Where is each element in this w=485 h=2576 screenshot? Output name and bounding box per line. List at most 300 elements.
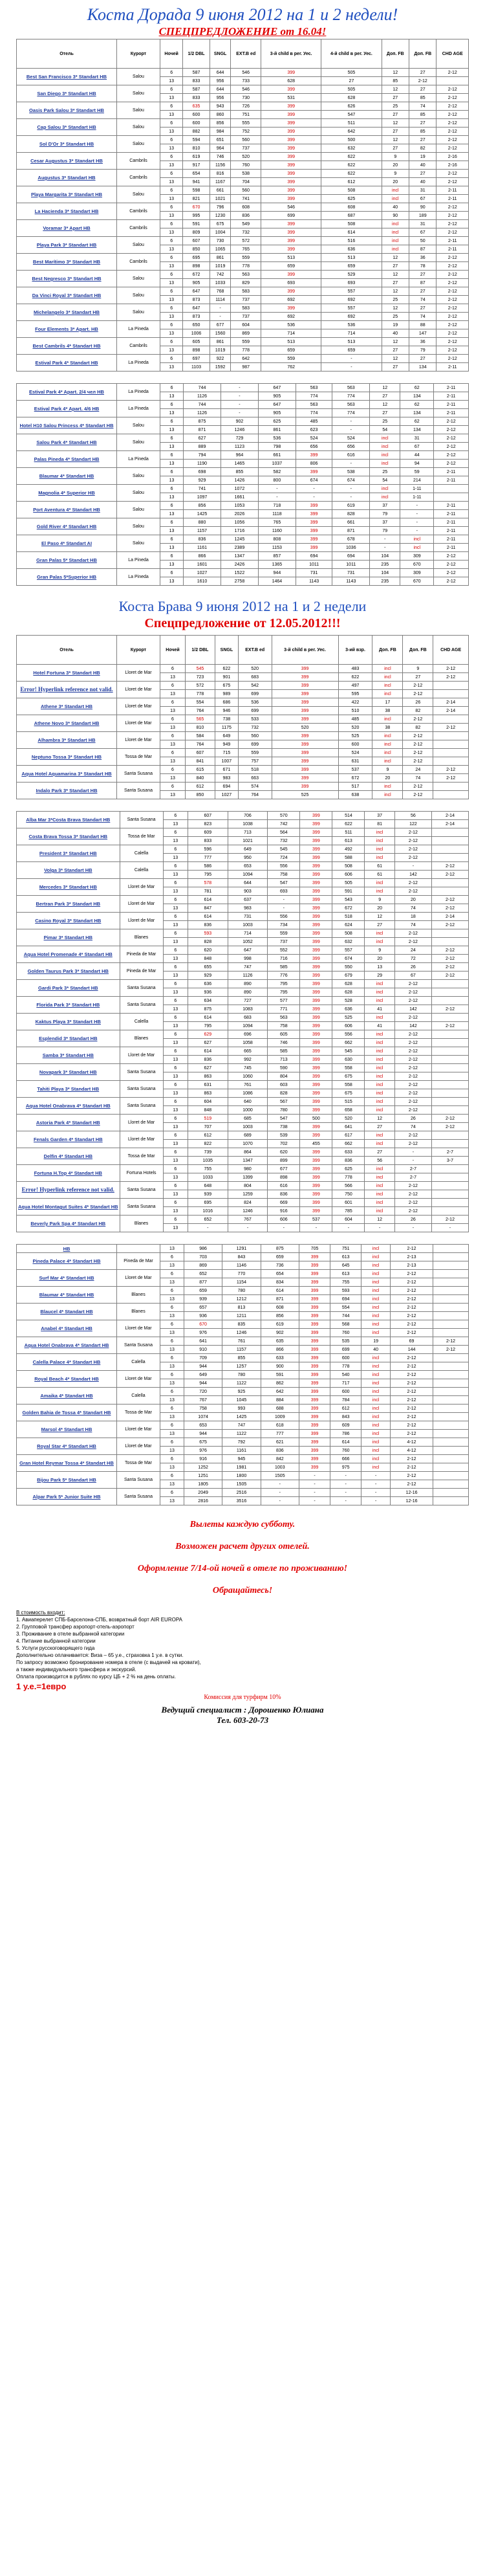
hotel-name-cell[interactable] (17, 170, 117, 186)
hotel-link[interactable]: Aqua Hotel Onabrava 4* Standart HB (25, 1103, 111, 1109)
hotel-link[interactable]: Error! Hyperlink reference not valid. (20, 686, 113, 693)
hotel-name-cell[interactable] (17, 749, 117, 766)
price-cell: 6 (160, 338, 183, 346)
hotel-link[interactable]: Fortuna H.Top 4* Standart HB (34, 1170, 102, 1176)
price-cell: 560 (231, 136, 261, 144)
hotel-link[interactable]: Voramar 3* Apart HB (43, 225, 91, 231)
hotel-link[interactable]: Estival Park 4* Apart. 2/4 чел HB (29, 389, 104, 395)
hotel-name-cell[interactable] (17, 1148, 120, 1165)
price-cell: 1019 (210, 262, 231, 271)
price-cell: 718 (258, 502, 296, 510)
hotel-name-cell[interactable] (17, 136, 117, 153)
hotel-name-cell[interactable] (17, 102, 117, 119)
hotel-link[interactable]: Neptuno Tossa 3* Standart HB (31, 754, 102, 760)
price-cell: 13 (163, 1039, 188, 1047)
hotel-name-cell[interactable] (17, 1371, 117, 1388)
hotel-link[interactable]: Bertran Park 3* Standart HB (36, 901, 101, 907)
price-cell: 636 (321, 245, 382, 254)
hotel-name-cell[interactable] (17, 783, 117, 799)
header-nights: Ночей (160, 39, 183, 69)
hotel-link[interactable]: Tahiti Playa 3* Standart HB (37, 1086, 100, 1092)
price-cell: 764 (186, 707, 215, 715)
costa-brava-price-table-3 (16, 1244, 469, 1505)
hotel-link[interactable]: Mercedes 3* Standart HB (39, 884, 97, 890)
table-gap (0, 372, 485, 383)
price-cell: 2-12 (436, 338, 469, 346)
price-cell: 399 (300, 997, 332, 1005)
price-cell: 1161 (222, 1447, 261, 1455)
price-cell: 565 (186, 715, 215, 724)
hotel-link[interactable]: La Hacienda 3* Standart HB (34, 208, 99, 214)
hotel-name-cell[interactable] (17, 698, 117, 715)
hotel-link[interactable]: Cesar Augustus 3* Standart HB (30, 158, 103, 164)
price-cell (433, 1245, 469, 1253)
hotel-name-cell[interactable] (17, 1320, 117, 1337)
table-row (17, 1199, 469, 1207)
hotel-link[interactable]: Bijou Park 5* Standart HB (37, 1477, 96, 1483)
price-cell: 764 (186, 740, 215, 749)
price-cell: incl (372, 673, 403, 682)
hotel-name-cell[interactable] (17, 220, 117, 237)
price-cell: 6 (160, 1421, 184, 1430)
hotel-name-cell[interactable] (17, 862, 120, 879)
price-cell: 399 (300, 946, 332, 955)
price-cell: 2-12 (431, 862, 468, 871)
hotel-link[interactable]: Royal Star 4* Standart HB (37, 1443, 96, 1449)
price-cell: 399 (300, 1131, 332, 1140)
hotel-link[interactable]: Golden Bahia de Tossa 4* Standart HB (22, 1410, 111, 1416)
hotel-link[interactable]: Alpar Park 5* Junior Suite HB (32, 1494, 101, 1500)
price-cell: 399 (296, 535, 332, 544)
price-cell: incl (361, 1379, 391, 1388)
hotel-link[interactable]: Novapark 3* Standart HB (39, 1069, 97, 1075)
hotel-name-cell[interactable] (17, 1472, 117, 1489)
hotel-name-cell[interactable] (17, 1388, 117, 1405)
price-cell: 694 (330, 1295, 361, 1304)
hotel-link[interactable]: Hotel Fortuna 3* Standart HB (33, 670, 100, 676)
price-cell: 864 (228, 1148, 268, 1157)
hotel-name-cell[interactable] (17, 1064, 120, 1081)
hotel-name-cell[interactable] (17, 812, 120, 828)
price-cell: 6 (160, 732, 186, 740)
price-cell: 79 (370, 527, 400, 535)
hotel-link[interactable]: Gran Palas 5*Superior HB (36, 574, 97, 580)
hotel-link[interactable]: Kaktus Playa 3* Standart HB (35, 1019, 101, 1025)
price-cell: 644 (228, 879, 268, 887)
hotel-link[interactable]: Alhambra 3* Standart HB (38, 737, 96, 743)
price-cell: incl (365, 879, 395, 887)
price-cell: 13 (163, 988, 188, 997)
price-cell: 2-12 (436, 136, 469, 144)
table-row (17, 485, 469, 493)
hotel-link[interactable]: Aqua Hotel Aquamarina 3* Standart HB (21, 771, 112, 777)
price-cell: - (299, 1497, 330, 1505)
hotel-name-cell[interactable] (17, 715, 117, 732)
hotel-link[interactable]: Athene 3* Standart HB (40, 704, 92, 709)
hotel-link[interactable]: Salou Park 4* Standart HB (36, 439, 97, 445)
price-cell: 399 (272, 766, 338, 774)
price-cell: 2-12 (436, 279, 469, 287)
hotel-name-cell[interactable] (17, 1245, 117, 1253)
price-cell: 399 (261, 271, 321, 279)
hotel-name-cell[interactable] (17, 682, 117, 698)
price-cell: 2-12 (394, 1131, 431, 1140)
hotel-link[interactable]: Blaumar 4* Standart HB (39, 1292, 94, 1298)
hotel-name-cell[interactable] (17, 304, 117, 321)
price-cell: 533 (238, 715, 272, 724)
hotel-name-cell[interactable] (17, 1270, 117, 1287)
hotel-link[interactable]: HB (63, 1245, 70, 1252)
hotel-name-cell[interactable] (17, 1304, 117, 1320)
hotel-link[interactable]: Da Vinci Royal 3* Standart HB (32, 293, 102, 298)
hotel-name-cell[interactable] (17, 1216, 120, 1232)
price-cell: 27 (365, 921, 395, 929)
price-cell (433, 1278, 469, 1287)
terms-item: Оплата производится в рублях по курсу ЦБ + 2 % на день оплаты. (16, 1674, 177, 1680)
price-cell: 27 (382, 279, 409, 287)
price-cell: 399 (300, 1106, 332, 1115)
hotel-name-cell[interactable] (17, 203, 117, 220)
price-cell: 142 (394, 871, 431, 879)
hotel-link[interactable]: Beverly Park Spa 4* Standart HB (30, 1221, 106, 1227)
price-cell: 696 (228, 1030, 268, 1039)
hotel-name-cell[interactable] (17, 119, 117, 136)
hotel-name-cell[interactable] (17, 535, 117, 552)
price-cell: 566 (332, 1182, 365, 1190)
price-cell: 399 (299, 1287, 330, 1295)
price-cell: 13 (163, 1207, 188, 1216)
price-cell: 614 (261, 1287, 299, 1295)
hotel-name-cell[interactable] (17, 879, 120, 896)
price-cell: 399 (300, 1173, 332, 1182)
hotel-link[interactable]: Aqua Hotel Promenade 4* Standart HB (23, 951, 113, 957)
price-cell: 13 (160, 329, 183, 338)
hotel-link[interactable]: El Paso 4* Standart AI (41, 540, 92, 546)
hotel-name-cell[interactable] (17, 451, 117, 468)
hotel-link[interactable]: Anabel 4* Standart HB (41, 1326, 92, 1331)
price-cell: 399 (299, 1261, 330, 1270)
hotel-link[interactable]: Best Cambrils 4* Standart HB (32, 343, 101, 349)
hotel-link[interactable]: Calella Palace 4* Standart HB (32, 1359, 101, 1365)
header-sngl: SNGL (215, 636, 238, 665)
price-cell (436, 77, 469, 85)
price-cell: 698 (184, 468, 221, 476)
price-cell: 2-12 (394, 837, 431, 845)
hotel-name-cell[interactable] (17, 946, 120, 963)
hotel-link[interactable]: Oasis Park Salou 3* Standart HB (29, 107, 104, 113)
hotel-link[interactable]: Fenals Garden 4* Standart HB (33, 1137, 103, 1142)
hotel-link[interactable]: Gran Hotel Reymar Tossa 4* Standart HB (19, 1460, 114, 1466)
resort-cell: Blanes (120, 1030, 163, 1047)
hotel-link[interactable]: Gardi Park 3* Standart HB (38, 985, 98, 991)
price-cell: 2-12 (394, 1199, 431, 1207)
price-cell: 767 (184, 1396, 222, 1405)
price-cell: 1123 (221, 443, 258, 451)
hotel-link[interactable]: Gran Palas 5* Standart HB (36, 557, 97, 563)
hotel-name-cell[interactable] (17, 1354, 117, 1371)
price-cell: 689 (228, 1131, 268, 1140)
hotel-name-cell[interactable] (17, 287, 117, 304)
hotel-name-cell[interactable] (17, 237, 117, 254)
hotel-link[interactable]: Magnolia 4* Superior HB (38, 490, 95, 496)
hotel-name-cell[interactable] (17, 896, 120, 913)
price-cell: 998 (228, 955, 268, 963)
price-cell: 780 (222, 1287, 261, 1295)
price-cell: 890 (228, 980, 268, 988)
price-cell: 13 (163, 1224, 188, 1232)
price-cell: 13 (160, 774, 186, 783)
hotel-link[interactable]: Delfin 4* Standart HB (43, 1153, 93, 1159)
hotel-link[interactable]: Palas Pineda 4* Standart HB (34, 456, 100, 462)
hotel-name-cell[interactable] (17, 929, 120, 946)
hotel-link[interactable]: Indalo Park 3* Standart HB (36, 788, 98, 794)
price-cell: 836 (261, 1447, 299, 1455)
hotel-name-cell[interactable] (17, 1337, 117, 1354)
hotel-name-cell[interactable] (17, 1438, 117, 1455)
price-cell: 2-12 (391, 1295, 433, 1304)
hotel-name-cell[interactable] (17, 1182, 120, 1199)
hotel-link[interactable]: Michelangelo 3* Standart HB (33, 309, 100, 315)
price-cell: 104 (370, 569, 400, 577)
price-cell: 762 (261, 363, 321, 372)
price-cell: 399 (300, 845, 332, 854)
hotel-name-cell[interactable] (17, 485, 117, 502)
hotel-name-cell[interactable] (17, 401, 117, 417)
price-cell: 593 (330, 1287, 361, 1295)
price-cell: 67 (400, 443, 434, 451)
hotel-name-cell[interactable] (17, 913, 120, 929)
price-cell: 6 (160, 468, 184, 476)
price-cell (431, 1199, 468, 1207)
hotel-name-cell[interactable] (17, 552, 117, 569)
hotel-name-cell[interactable] (17, 186, 117, 203)
hotel-link[interactable]: Golden Taurus Park 3* Standart HB (27, 968, 109, 974)
hotel-link[interactable]: Alba Mar 3*Costa Brava Standart HB (26, 817, 111, 823)
hotel-link[interactable]: Hotel H10 Salou Princess 4* Standart HB (19, 423, 114, 428)
price-cell: 638 (338, 791, 372, 799)
hotel-link[interactable]: Astoria Park 4* Standart HB (36, 1120, 100, 1126)
hotel-name-cell[interactable] (17, 766, 117, 783)
hotel-name-cell[interactable] (17, 1014, 120, 1030)
price-cell: 674 (332, 955, 365, 963)
price-cell: 142 (394, 1005, 431, 1014)
hotel-name-cell[interactable] (17, 569, 117, 586)
price-cell: 631 (188, 1081, 228, 1089)
hotel-link[interactable]: Aqua Hotel Onabrava 4* Standart HB (24, 1342, 109, 1348)
price-cell: 767 (228, 1216, 268, 1224)
price-cell: 422 (338, 698, 372, 707)
hotel-name-cell[interactable] (17, 1030, 120, 1047)
price-cell: incl (382, 245, 409, 254)
hotel-name-cell[interactable] (17, 417, 117, 434)
price-cell: 536 (238, 698, 272, 707)
price-cell: 559 (238, 749, 272, 757)
price-cell: 399 (300, 1123, 332, 1131)
price-cell: 596 (188, 845, 228, 854)
hotel-link[interactable]: Four Elements 3* Apart. HB (35, 326, 98, 332)
hotel-name-cell[interactable] (17, 153, 117, 170)
price-cell: 399 (272, 740, 338, 749)
price-cell: 622 (332, 820, 365, 828)
hotel-link[interactable]: Royal Beach 4* Standart HB (34, 1376, 99, 1382)
costa-dorada-body-1 (17, 69, 469, 372)
hotel-link[interactable]: Samba 3* Standart HB (42, 1052, 94, 1058)
hotel-name-cell[interactable] (17, 321, 117, 338)
price-cell: 4-12 (391, 1438, 433, 1447)
hotel-link[interactable]: Best Marítimo 3* Standart HB (32, 259, 101, 265)
hotel-name-cell[interactable] (17, 845, 120, 862)
hotel-link[interactable]: Casino Royal 3* Standart HB (35, 918, 102, 924)
price-cell: 399 (299, 1455, 330, 1463)
price-cell: 399 (300, 1089, 332, 1098)
price-cell: 2-12 (394, 988, 431, 997)
price-cell: 508 (332, 929, 365, 938)
price-cell: 399 (299, 1421, 330, 1430)
price-cell: 882 (183, 128, 210, 136)
hotel-name-cell[interactable] (17, 1131, 120, 1148)
hotel-link[interactable]: Pimar 3* Standart HB (43, 935, 93, 940)
hotel-link[interactable]: Esplendid 3* Standart HB (39, 1036, 98, 1041)
price-cell: 1212 (222, 1295, 261, 1304)
price-cell: 869 (231, 329, 261, 338)
hotel-name-cell[interactable] (17, 502, 117, 518)
price-cell: incl (372, 715, 403, 724)
hotel-link[interactable]: Port Aventura 4* Standart HB (33, 507, 100, 513)
price-cell: 399 (300, 1022, 332, 1030)
hotel-name-cell[interactable] (17, 271, 117, 287)
price-cell: 731 (332, 569, 370, 577)
hotel-name-cell[interactable] (17, 997, 120, 1014)
hotel-name-cell[interactable] (17, 665, 117, 682)
hotel-link[interactable]: Playa Park 3* Standart HB (36, 242, 97, 248)
hotel-link[interactable]: Sol D'Or 3* Standart HB (39, 141, 94, 147)
hotel-link[interactable]: Florida Park 3* Standart HB (36, 1002, 100, 1008)
hotel-link[interactable]: San Diego 3* Standart HB (37, 91, 96, 96)
hotel-link[interactable]: Error! Hyperlink reference not valid. (21, 1186, 114, 1193)
hotel-link[interactable]: Surf Mar 4* Standart HB (39, 1275, 94, 1281)
price-cell: 869 (184, 1261, 222, 1270)
price-cell: 13 (163, 955, 188, 963)
hotel-name-cell[interactable] (17, 69, 117, 85)
hotel-name-cell[interactable] (17, 980, 120, 997)
price-cell: 535 (330, 1337, 361, 1346)
price-cell: 731 (296, 569, 332, 577)
hotel-name-cell[interactable] (17, 468, 117, 485)
hotel-link[interactable]: Playa Margarita 3* Standart HB (30, 192, 103, 197)
hotel-name-cell[interactable] (17, 1098, 120, 1115)
hotel-link[interactable]: Augustus 3* Standart HB (38, 175, 96, 181)
price-cell: 649 (228, 845, 268, 854)
price-cell: 508 (321, 220, 382, 228)
hotel-name-cell[interactable] (17, 1115, 120, 1131)
price-cell: 608 (321, 203, 382, 212)
price-cell: 516 (321, 237, 382, 245)
hotel-name-cell[interactable] (17, 1421, 117, 1438)
price-cell: 517 (338, 783, 372, 791)
price-cell: 833 (183, 94, 210, 102)
price-cell: 399 (261, 304, 321, 313)
hotel-link[interactable]: Best San Francisco 3* Standart HB (26, 74, 107, 80)
hotel-name-cell[interactable] (17, 338, 117, 355)
price-cell: 1347 (228, 1157, 268, 1165)
price-cell: - (332, 417, 370, 426)
price-cell: 12 (365, 913, 395, 921)
hotel-link[interactable]: Blaumar 4* Standart HB (39, 473, 94, 479)
price-cell: 715 (215, 749, 238, 757)
hotel-name-cell[interactable] (17, 1047, 120, 1064)
hotel-name-cell[interactable] (17, 1455, 117, 1472)
price-cell: 633 (332, 1148, 365, 1157)
hotel-name-cell[interactable] (17, 254, 117, 271)
hotel-link[interactable]: Marsol 4* Standart HB (41, 1427, 92, 1432)
price-cell: 1143 (296, 577, 332, 586)
hotel-name-cell[interactable] (17, 1405, 117, 1421)
hotel-link[interactable]: Aqua Hotel Montagut Suites 4* Standart HB (18, 1204, 118, 1210)
price-cell: 2-12 (436, 178, 469, 186)
hotel-name-cell[interactable] (17, 1081, 120, 1098)
price-cell: 816 (210, 170, 231, 178)
price-cell: 695 (183, 254, 210, 262)
price-cell: 732 (238, 724, 272, 732)
price-cell (431, 1190, 468, 1199)
hotel-name-cell[interactable] (17, 518, 117, 535)
hotel-link[interactable]: Estival Park 4* Apart. 4/6 HB (34, 406, 100, 412)
price-cell: 629 (188, 1030, 228, 1039)
price-cell: 85 (409, 128, 436, 136)
hotel-link[interactable]: Athene Novo 3* Standart HB (34, 720, 100, 726)
price-cell: 675 (184, 1438, 222, 1447)
hotel-name-cell[interactable] (17, 355, 117, 372)
hotel-name-cell[interactable] (17, 434, 117, 451)
hotel-link[interactable]: Estival Park 4* Standart HB (35, 360, 98, 366)
hotel-link[interactable]: Gold River 4* Standart HB (36, 524, 97, 529)
price-cell: - (330, 1472, 361, 1480)
hotel-link[interactable]: Amaika 4* Standart HB (40, 1393, 93, 1399)
hotel-name-cell[interactable] (17, 1489, 117, 1505)
hotel-link[interactable]: Cap Salou 3* Standart HB (37, 124, 96, 130)
hotel-name-cell[interactable] (17, 1287, 117, 1304)
hotel-link[interactable]: Blaucel 4* Standart HB (40, 1309, 93, 1315)
hotel-name-cell[interactable] (17, 1199, 120, 1216)
price-cell: 2-12 (436, 203, 469, 212)
price-cell: incl (361, 1329, 391, 1337)
price-cell: 536 (321, 321, 382, 329)
price-cell: 6 (160, 783, 186, 791)
price-cell: 564 (268, 828, 300, 837)
hotel-name-cell[interactable] (17, 828, 120, 845)
price-cell: incl (382, 186, 409, 195)
hotel-link[interactable]: President 3* Standart HB (39, 850, 97, 856)
hotel-link[interactable]: Volga 3* Standart HB (44, 867, 92, 873)
price-cell: 636 (332, 1005, 365, 1014)
hotel-name-cell[interactable] (17, 963, 120, 980)
price-cell: - (299, 1480, 330, 1489)
price-cell: 2-12 (436, 355, 469, 363)
hotel-name-cell[interactable] (17, 384, 117, 401)
price-cell: 702 (268, 1140, 300, 1148)
hotel-link[interactable]: Pineda Palace 4* Standart HB (32, 1258, 101, 1264)
hotel-name-cell[interactable] (17, 1253, 117, 1270)
price-cell: 810 (183, 144, 210, 153)
hotel-link[interactable]: Best Negresco 3* Standart HB (32, 276, 102, 282)
price-cell (431, 1182, 468, 1190)
price-cell: 1157 (222, 1346, 261, 1354)
hotel-link[interactable]: Costa Brava Tossa 3* Standart HB (28, 834, 108, 839)
hotel-name-cell[interactable] (17, 1165, 120, 1182)
hotel-name-cell[interactable] (17, 732, 117, 749)
price-cell: 27 (409, 85, 436, 94)
hotel-name-cell[interactable] (17, 85, 117, 102)
